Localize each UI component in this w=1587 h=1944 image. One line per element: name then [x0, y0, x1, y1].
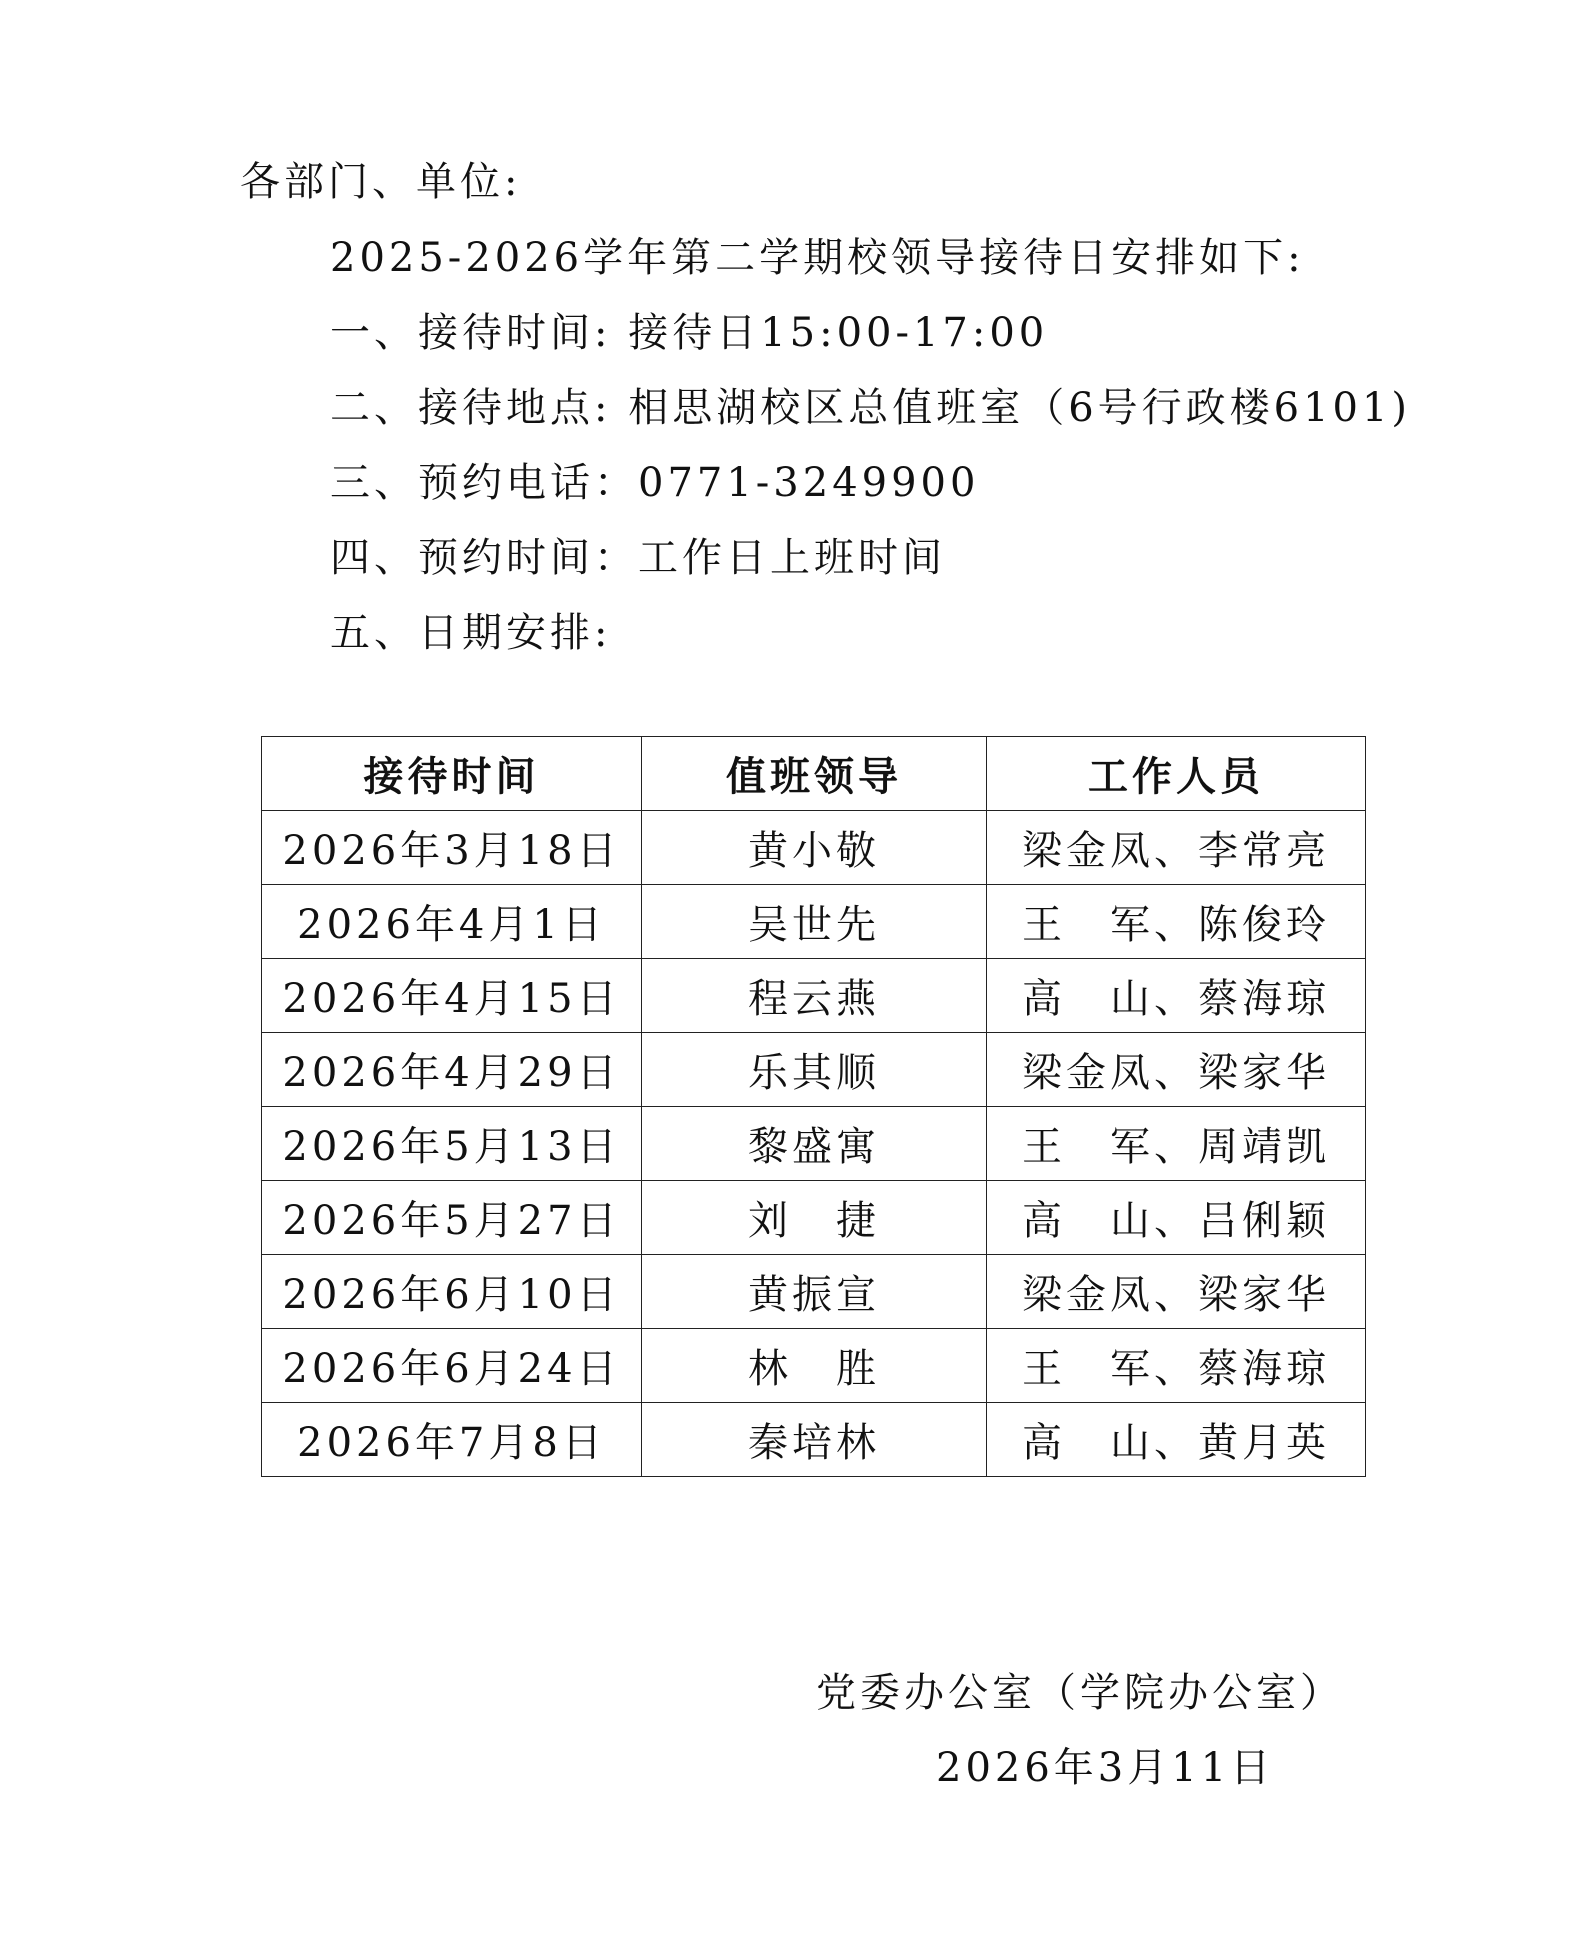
item-reception-location: 二、接待地点: 相思湖校区总值班室（6号行政楼6101): [330, 385, 1412, 431]
cell-staff: 高 山、黄月英: [987, 1403, 1366, 1477]
table-row: [262, 1255, 1366, 1329]
cell-leader: 乐其顺: [642, 1033, 987, 1107]
table-row: [262, 1181, 1366, 1255]
cell-staff: 高 山、蔡海琼: [987, 959, 1366, 1033]
table-row: [262, 1033, 1366, 1107]
cell-date: 2026年6月10日: [262, 1255, 642, 1329]
item-booking-phone: 三、预约电话：0771-3249900: [330, 460, 980, 506]
cell-leader: 刘 捷: [642, 1181, 987, 1255]
cell-staff: 梁金凤、李常亮: [987, 811, 1366, 885]
cell-date: 2026年4月15日: [262, 959, 642, 1033]
cell-date: 2026年4月29日: [262, 1033, 642, 1107]
schedule-table: [261, 736, 1366, 1477]
table-row: [262, 811, 1366, 885]
cell-date: 2026年6月24日: [262, 1329, 642, 1403]
item-booking-time: 四、预约时间：工作日上班时间: [330, 535, 946, 581]
table-row: [262, 959, 1366, 1033]
cell-leader: 林 胜: [642, 1329, 987, 1403]
table-row: [262, 885, 1366, 959]
intro-paragraph: 2025-2026学年第二学期校领导接待日安排如下:: [330, 235, 1305, 281]
cell-date: 2026年7月8日: [262, 1403, 642, 1477]
table-header-row: [262, 737, 1366, 811]
cell-date: 2026年4月1日: [262, 885, 642, 959]
cell-date: 2026年5月27日: [262, 1181, 642, 1255]
table-row: [262, 1329, 1366, 1403]
cell-leader: 秦培林: [642, 1403, 987, 1477]
signature-date: 2026年3月11日: [936, 1745, 1275, 1791]
header-duty-leader: 值班领导: [642, 737, 987, 811]
salutation: 各部门、单位:: [240, 159, 522, 205]
signature-organization: 党委办公室（学院办公室）: [816, 1670, 1344, 1716]
cell-date: 2026年5月13日: [262, 1107, 642, 1181]
cell-leader: 黄振宣: [642, 1255, 987, 1329]
table-row: [262, 1107, 1366, 1181]
cell-leader: 程云燕: [642, 959, 987, 1033]
cell-leader: 黄小敬: [642, 811, 987, 885]
item-reception-time: 一、接待时间: 接待日15:00-17:00: [330, 310, 1049, 356]
cell-staff: 王 军、陈俊玲: [987, 885, 1366, 959]
cell-leader: 吴世先: [642, 885, 987, 959]
item-date-arrangement: 五、日期安排:: [330, 610, 612, 656]
cell-leader: 黎盛寓: [642, 1107, 987, 1181]
cell-staff: 王 军、蔡海琼: [987, 1329, 1366, 1403]
header-staff: 工作人员: [987, 737, 1366, 811]
cell-staff: 梁金凤、梁家华: [987, 1255, 1366, 1329]
cell-staff: 王 军、周靖凯: [987, 1107, 1366, 1181]
cell-staff: 梁金凤、梁家华: [987, 1033, 1366, 1107]
cell-date: 2026年3月18日: [262, 811, 642, 885]
table-row: [262, 1403, 1366, 1477]
cell-staff: 高 山、吕俐颖: [987, 1181, 1366, 1255]
header-reception-time: 接待时间: [262, 737, 642, 811]
